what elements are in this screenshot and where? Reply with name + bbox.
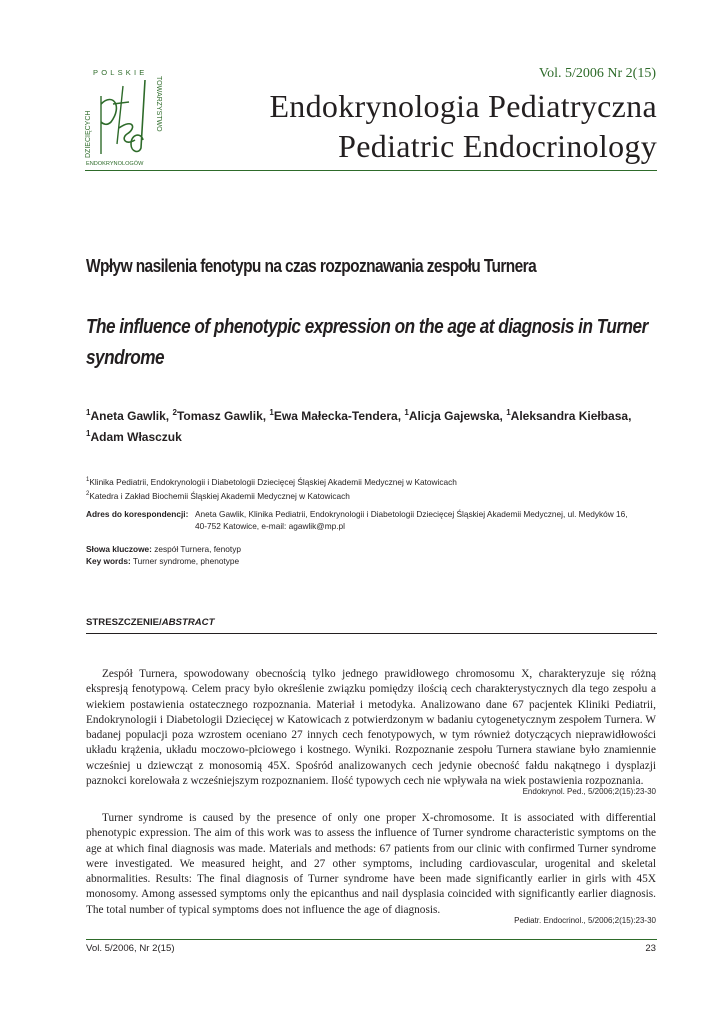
keywords-pl: Słowa kluczowe: zespół Turnera, fenotyp <box>86 544 241 554</box>
author: $^1$Aleksandra Kiełbasa, <box>506 408 632 423</box>
page-number: 23 <box>645 943 656 954</box>
affiliation: $^1$Klinika Pediatrii, Endokrynologii i Diabetologii Dziecięcej Śląskiej Akademii Medycznej w Katowicach <box>86 476 457 487</box>
keywords <box>86 544 241 567</box>
article-title-pl: Wpływ nasilenia fenotypu na czas rozpoznawania zespołu Turnera <box>86 256 537 276</box>
affiliation: $^2$Katedra i Zakład Biochemii Śląskiej Akademii Medycznej w Katowicach <box>86 490 350 501</box>
journal-title-pl: Endokrynologia Pediatryczna <box>269 88 657 124</box>
abstract-en-text: Turner syndrome is caused by the presence of only one proper X-chromosome. It is associated with differential phenotypic expression. The aim of this work was to assess the influence of Turner syndrome characteristic symptoms on the age at which final diagnosis was made. Materials and methods: 67 patients from our clinic with confirmed Turner syndrome were investigated. We measured height, and 27 other symptoms, including cardiovascular, urogenital and skeletal abnormalities. Results: The final diagnosis of Turner syndrome have been made significantly earlier in girls with 45X monosomy. Among assessed symptoms only the epicanthus and nail dysplasia coincided with significantly earlier diagnosis. The total number of typical symptoms does not influence the age of diagnosis. <box>86 812 656 916</box>
abstract-en <box>86 811 656 926</box>
author: $^1$Adam Własczuk <box>86 429 182 444</box>
logo-text-bottom: ENDOKRYNOLOGÓW <box>86 161 144 166</box>
footer-divider <box>86 939 657 940</box>
correspondence-address: Aneta Gawlik, Klinika Pediatrii, Endokrynologii i Diabetologii Dziecięcej Śląskiej Akademii Medycznej, ul. Medyków 16, 40-752 Katowice, e-mail: agawlik@mp.pl <box>195 509 628 531</box>
footer-volume: Vol. 5/2006, Nr 2(15) <box>86 943 175 954</box>
affiliations <box>86 474 457 502</box>
logo-text-left: DZIECIĘCYCH <box>85 110 92 158</box>
volume-header: Vol. 5/2006 Nr 2(15) <box>538 66 656 81</box>
logo-text-top: POLSKIE <box>93 68 148 77</box>
citation-pl: Endokrynol. Ped., 5/2006;2(15):23-30 <box>522 787 656 797</box>
abstract-pl <box>86 667 656 797</box>
author: $^1$Ewa Małecka-Tendera, <box>269 408 405 423</box>
correspondence-label: Adres do korespondencji: <box>86 509 189 519</box>
author: $^1$Alicja Gajewska, <box>404 408 507 423</box>
journal-logo <box>83 66 167 166</box>
logo-text-right: TOWARZYSTWO <box>155 76 162 132</box>
section-heading: STRESZCZENIE/ABSTRACT <box>86 617 215 628</box>
author: $^2$Tomasz Gawlik, <box>172 408 270 423</box>
abstract-pl-text: Zespół Turnera, spowodowany obecnością tylko jednego prawidłowego chromosomu X, charakteryzuje się różną ekspresją fenotypową. Celem pracy było określenie związku pomiędzy ilością cech charakterystycznych dla tego zespołu a wiekiem postawienia ostatecznego rozpoznania. Materiał i metodyka. Analizowano dane 67 pacjentek Kliniki Pediatrii, Endokrynologii i Diabetologii Dziecięcej w Katowicach z potwierdzonym w badaniu cytogenetycznym zespołem Turnera. W badanej populacji poza wzrostem oceniano 27 innych cech fenotypowych, w tym również dotyczących nieprawidłowości układu krążenia, układu moczowo-płciowego i kostnego. Wyniki. Rozpoznanie zespołu Turnera stawiane było znamiennie wcześniej u dziewcząt z monosomią 45X. Spośród analizowanych cech jedynie obecność fałdu nakątnego i dysplazji paznokci korelowała z wcześniejszym rozpoznaniem. Ilość typowych cech nie wpływała na wiek postawienia rozpoznania. <box>86 668 656 788</box>
citation-en: Pediatr. Endocrinol., 5/2006;2(15):23-30 <box>514 916 656 926</box>
section-divider <box>86 633 657 634</box>
header-divider <box>85 170 657 171</box>
journal-title-en: Pediatric Endocrinology <box>338 128 657 164</box>
author-list <box>86 404 646 446</box>
author: $^1$Aneta Gawlik, <box>86 408 173 423</box>
keywords-en: Key words: Turner syndrome, phenotype <box>86 555 240 566</box>
article-title-en: The influence of phenotypic expression on the age at diagnosis in Turner syndrome <box>86 316 648 369</box>
